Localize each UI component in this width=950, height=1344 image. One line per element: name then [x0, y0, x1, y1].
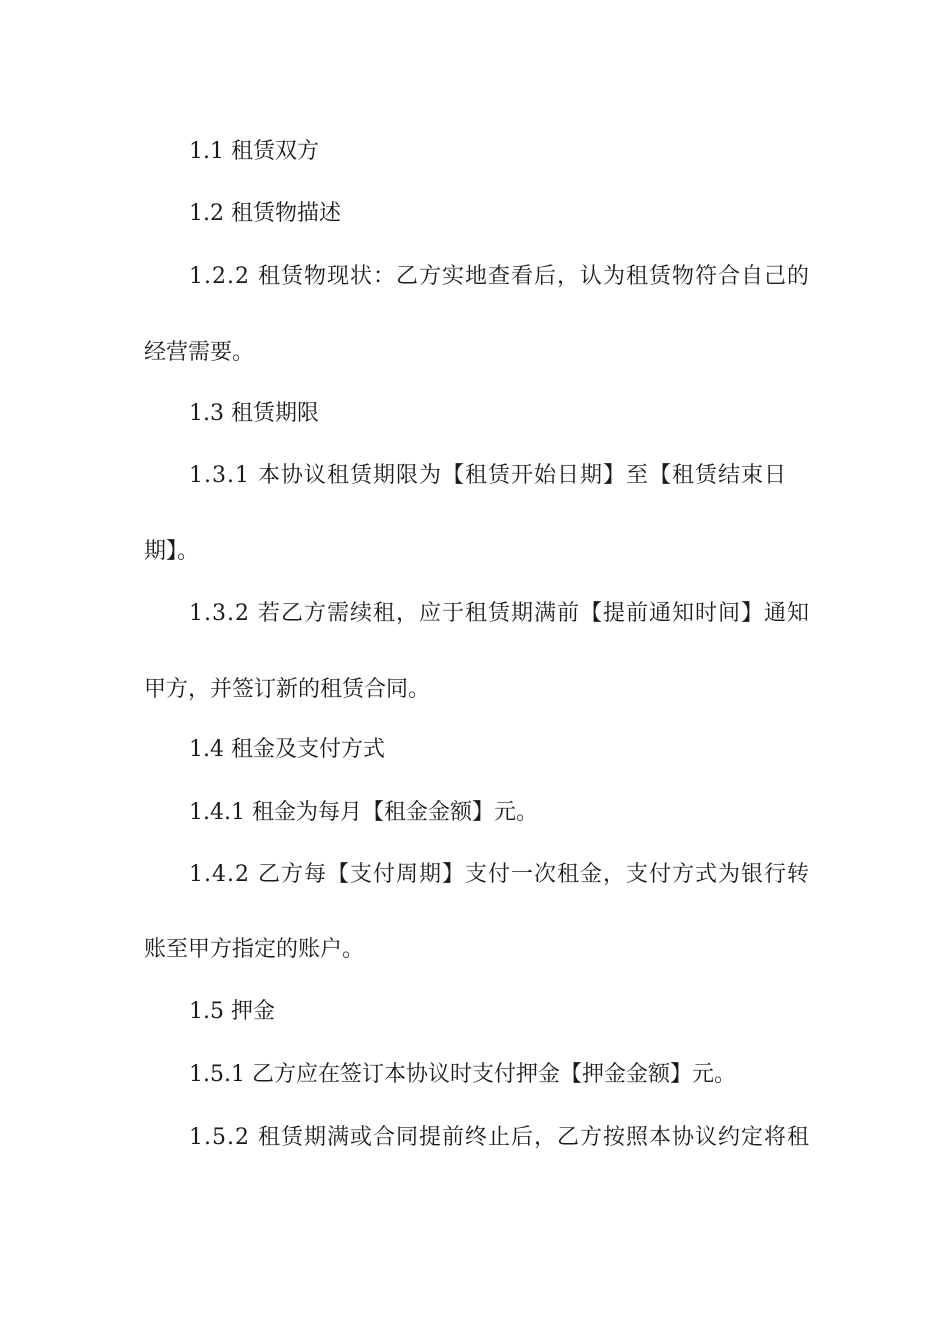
clause-1-3-1-line-1: 1.3.1 本协议租赁期限为【租赁开始日期】至【租赁结束日 — [189, 463, 787, 488]
section-heading-1-4: 1.4 租金及支付方式 — [189, 737, 385, 762]
clause-1-5-2-line-1: 1.5.2 租赁期满或合同提前终止后，乙方按照本协议约定将租 — [189, 1125, 810, 1150]
clause-1-3-2-line-2: 甲方，并签订新的租赁合同。 — [144, 677, 431, 702]
clause-1-4-2-line-2: 账至甲方指定的账户。 — [144, 937, 365, 962]
clause-1-3-2-line-1: 1.3.2 若乙方需续租，应于租赁期满前【提前通知时间】通知 — [189, 601, 810, 626]
clause-1-2-2-line-1: 1.2.2 租赁物现状：乙方实地查看后，认为租赁物符合自己的 — [189, 264, 810, 289]
clause-1-3-1-line-2: 期】。 — [144, 539, 200, 564]
section-heading-1-5: 1.5 押金 — [189, 999, 275, 1024]
clause-1-5-1: 1.5.1 乙方应在签订本协议时支付押金【押金金额】元。 — [189, 1062, 736, 1087]
clause-1-4-1: 1.4.1 租金为每月【租金金额】元。 — [189, 800, 538, 825]
clause-1-4-2-line-1: 1.4.2 乙方每【支付周期】支付一次租金，支付方式为银行转 — [189, 862, 810, 887]
clause-1-2-2-line-2: 经营需要。 — [144, 340, 255, 365]
section-heading-1-3: 1.3 租赁期限 — [189, 401, 319, 426]
section-heading-1-1: 1.1 租赁双方 — [189, 139, 319, 164]
section-heading-1-2: 1.2 租赁物描述 — [189, 201, 341, 226]
